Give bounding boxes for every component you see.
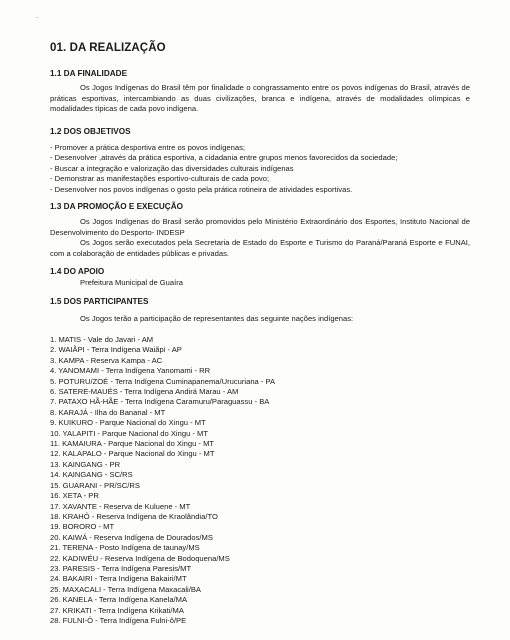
list-item: 11. KAMAIURA - Parque Nacional do Xingu - MT <box>50 439 215 449</box>
heading-apoio: 1.4 DO APOIO <box>50 267 105 276</box>
list-item: 10. YALAPITI - Parque Nacional do Xingu - MT <box>50 428 208 438</box>
list-item: 7. PATAXO HÃ-HÃE - Terra Indígena Caramuru/Paraguassu - BA <box>50 397 270 407</box>
list-item: 17. XAVANTE - Reserva de Kuluene - MT <box>50 501 191 511</box>
list-item: 8. KARAJÁ - Ilha do Bananal - MT <box>50 407 166 417</box>
list-item: - Buscar a integração e valorização das diversidades culturais indígenas <box>50 163 294 173</box>
list-item: 27. KRIKATI - Terra Indígena Krikati/MA <box>50 605 184 615</box>
list-item: - Demonstrar as manifestações esportivo-culturais de cada povo; <box>50 174 270 184</box>
paragraph-finalidade: Os Jogos Indígenas do Brasil têm por finalidade o congrassamento entre os povos indígenas do Brasil, através de práticas esportivas, intercambiando as duas civilizações, branca e indígena, através de modalidades olímpicas e modalidades típicas de cada povo indígena. <box>50 83 470 114</box>
paragraph-promocao: Os Jogos Indígenas do Brasil serão promovidos pelo Ministério Extraordinário dos Esportes, Instituto Nacional de Desenvolvimento do Desporto- INDESP <box>50 217 470 237</box>
apoio-text: Prefeitura Municipal de Guaíra <box>80 278 183 287</box>
list-item: - Promover a prática desportiva entre os povos indígenas; <box>50 143 246 152</box>
list-item: 28. FULNI-Ô - Terra Indígena Fulni-ô/PE <box>50 615 187 625</box>
list-item: 25. MAXACALI - Terra Indígena Maxacali/BA <box>50 584 201 594</box>
list-item: 13. KAINGANG - PR <box>50 459 121 469</box>
list-item: - Desenvolver nos povos indígenas o gosto pela prática rotineira de atividades esportivas. <box>50 184 353 194</box>
heading-finalidade: 1.1 DA FINALIDADE <box>50 69 128 78</box>
list-item: 5. POTURU/ZOÉ - Terra Indígena Cuminapanema/Urucuriana - PA <box>50 376 276 386</box>
list-item: 18. KRAHÔ - Reserva Indígena de Kraolândia/TO <box>50 511 218 521</box>
list-item: 1. MATIS - Vale do Javari - AM <box>50 335 154 344</box>
list-item: 20. KAIWÁ - Reserva Indígena de Dourados/MS <box>50 532 213 542</box>
list-item: 24. BAKAIRI - Terra Indígena Bakairi/MT <box>50 574 187 584</box>
list-item: 15. GUARANI - PR/SC/RS <box>50 480 140 490</box>
participantes-intro: Os Jogos terão a participação de representantes das seguinte nações indígenas: <box>80 314 354 323</box>
list-item: 14. KAINGANG - SC/RS <box>50 470 133 480</box>
list-item: 19. BORORO - MT <box>50 522 115 532</box>
list-item: 23. PARESIS - Terra Indígena Paresis/MT <box>50 563 192 573</box>
heading-objetivos: 1.2 DOS OBJETIVOS <box>50 127 131 136</box>
list-item: 22. KADIWÉU - Reserva Indígena de Bodoquena/MS <box>50 553 230 563</box>
list-item: 9. KUIKURO - Parque Nacional do Xingu - MT <box>50 418 206 428</box>
list-item: 12. KALAPALO - Parque Nacional do Xingu - MT <box>50 449 215 459</box>
list-item: 2. WAIÃPI - Terra Indígena Waiãpi - AP <box>50 345 182 355</box>
list-item: 26. KANELA - Terra Indígena Kanela/MA <box>50 595 188 605</box>
participantes-list <box>50 335 275 626</box>
list-item: 16. XETA - PR <box>50 491 99 501</box>
list-item: - Desenvolver ,através da prática esportiva, a cidadania entre grupos menos favorecidos da sociedade; <box>50 153 398 163</box>
heading-participantes: 1.5 DOS PARTICIPANTES <box>50 297 149 306</box>
list-item: 4. YANOMAMI - Terra Indígena Yanomami - RR <box>50 366 211 376</box>
heading-promocao: 1.3 DA PROMOÇÃO E EXECUÇÃO <box>50 202 183 211</box>
page-title: 01. DA REALIZAÇÃO <box>50 42 166 54</box>
list-item: 21. TERENA - Posto Indígena de taunay/MS <box>50 543 200 553</box>
objetivos-list <box>50 143 397 195</box>
paragraph-execucao: Os Jogos serão executados pela Secretaria de Estado do Esporte e Turismo do Paraná/Paraná Esporte e FUNAI, com a colaboração de entidades públicas e privadas. <box>50 238 470 258</box>
list-item: 6. SATERE-MAUÉS - Terra Indígena Andirá Marau - AM <box>50 387 239 397</box>
corner-mark: - <box>36 15 38 21</box>
list-item: 3. KAMPA - Reserva Kampa - AC <box>50 355 163 365</box>
